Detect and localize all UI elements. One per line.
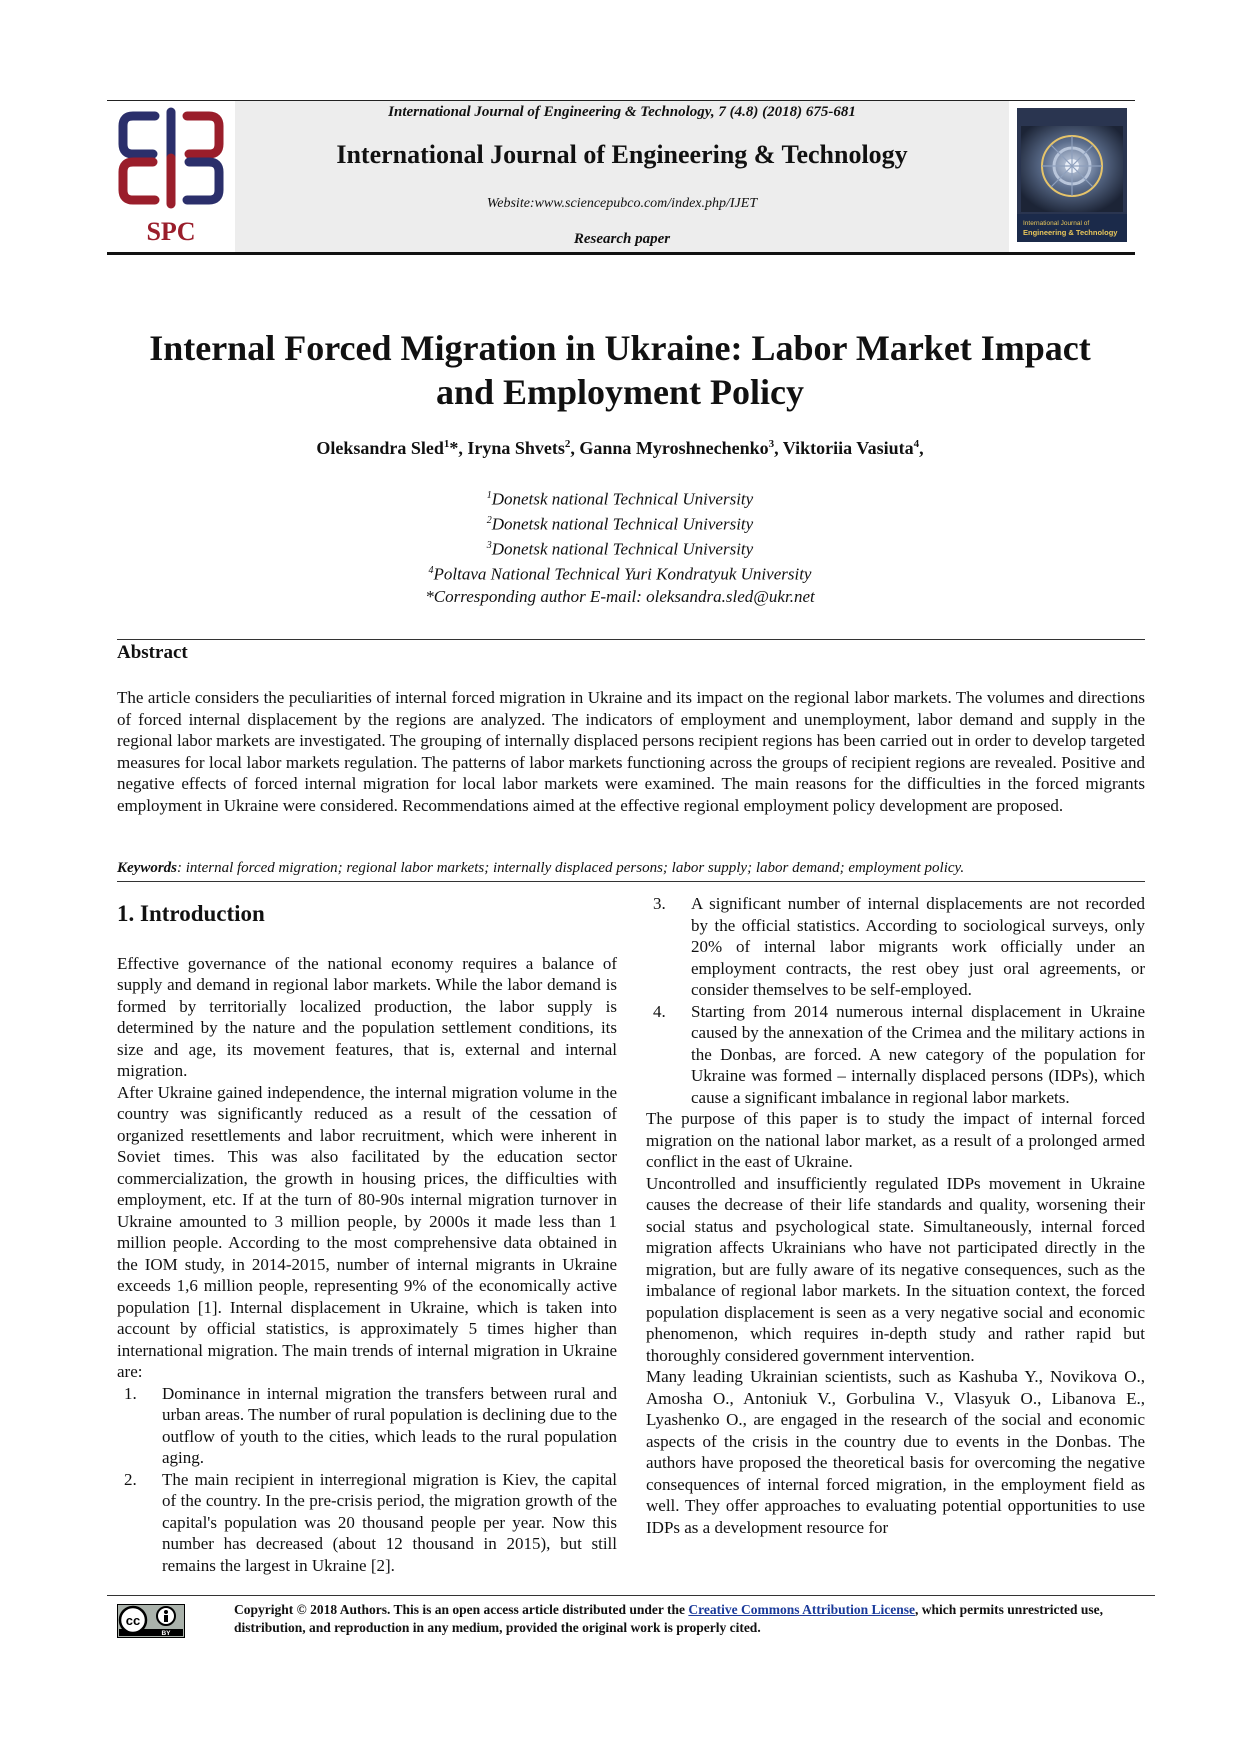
paragraph: The purpose of this paper is to study the impact of internal forced migration on the national labor market, as a result of a prolonged armed conflict in the east of Ukraine. [646, 1109, 1145, 1171]
affiliation-line: $^4$Poltava National Technical Yuri Kondratyuk University [428, 565, 812, 585]
journal-title: International Journal of Engineering & Technology [336, 140, 908, 169]
author-separator: *, [449, 438, 468, 458]
paragraph: After Ukraine gained independence, the internal migration volume in the country was significantly reduced as a result of the cessation of organized resettlements and labor recruitment, which were inherent in Soviet times. This was also facilitated by the education sector commercialization, the growth in housing prices, the difficulties with employment, etc. If at the turn of 80-90s internal migration turnover in Ukraine amounted to 3 million people, by 2000s it made less than 1 million people. According to the most comprehensive data obtained in the IOM study, in 2014-2015, number of internal migrants in Ukraine exceeds 1,6 million people, representing 9% of the economically active population [1]. Internal displacement in Ukraine, which is taken into account by official statistics, is approximately 5 times higher than international migration. The main trends of internal migration in Ukraine are: [117, 1082, 617, 1381]
journal-cover-image [1017, 108, 1127, 242]
keywords [117, 858, 1145, 882]
list-number: 2. [124, 1469, 137, 1489]
list-text: Dominance in internal migration the transfers between rural and urban areas. The number of rural population is declining due to the outflow of youth to the cities, which leads to the rural population aging. [162, 1383, 617, 1467]
paragraph: Many leading Ukrainian scientists, such as Kashuba Y., Novikova O., Amosha O., Antoniuk V., Gorbulina V., Vlasyuk O., Libanova E., Lyashenko O., are engaged in the research of the social and economic aspects of the crisis in the country due to events in the Donbas. The authors have proposed the theoretical basis for overcoming the negative consequences of internal forced migration, in the employment field as well. They offer approaches to evaluating potential opportunities to use IDPs as a development resource for [646, 1367, 1145, 1537]
trend-list-part-2 [646, 893, 1145, 1108]
left-column [117, 900, 617, 1576]
affiliation-line: $^3$Donetsk national Technical University [486, 539, 754, 559]
spc-logo [115, 106, 227, 249]
svg-text:BY: BY [161, 1630, 171, 1637]
paper-title: Internal Forced Migration in Ukraine: Labor Market Impact and Employment Policy [149, 328, 1091, 412]
list-text: Starting from 2014 numerous internal displacement in Ukraine caused by the annexation of the Crimea and the military actions in the Donbas, are forced. A new category of the population for Ukraine was formed – internally displaced persons (IDPs), which cause a significant imbalance in regional labor markets. [691, 1001, 1145, 1107]
header-band [235, 101, 1009, 252]
author-separator: , [919, 438, 924, 458]
list-item [117, 1469, 617, 1577]
svg-text:cc: cc [125, 1613, 141, 1628]
affiliation-line: $^1$Donetsk national Technical University [486, 489, 754, 509]
author-separator: , [774, 438, 783, 458]
paragraph: Effective governance of the national economy requires a balance of supply and demand in regional labor markets. While the labor demand is formed by territorially localized production, the labor supply is determined by the nature and the population settlement conditions, its size and age, its movement features, that is, external and internal migration. [117, 953, 617, 1080]
author-affiliation-mark: 2 [564, 438, 571, 450]
header-bottom-rule [107, 252, 1135, 255]
list-number: 4. [653, 1001, 666, 1021]
author-list [120, 438, 1120, 459]
paragraph: Uncontrolled and insufficiently regulated IDPs movement in Ukraine causes the decrease of their life standards and quality, worsening their social status and psychological state. Simultaneously, internal forced migration affects Ukrainians who have not participated directly in the migration, but are fully aware of its negative consequences, such as the imbalance of regional labor markets. In the situation context, the forced population displacement is seen as a very negative social and economic phenomenon, which requires in-depth study and rather rapid but thoroughly considered government intervention. [646, 1173, 1145, 1365]
list-item [117, 1383, 617, 1469]
affiliation-line: $^2$Donetsk national Technical University [486, 514, 754, 534]
cover-text-2: Engineering & Technology [1023, 228, 1118, 237]
author-name: Viktoriia Vasiuta [782, 438, 914, 458]
list-number: 1. [124, 1383, 137, 1403]
copyright-notice: Copyright © 2018 Authors. This is an open access article distributed under the Creative Commons Attribution License, which permits unrestricted use, distribution, and reproduction in any medium, provided the original work is properly cited. [234, 1602, 1103, 1635]
list-item [646, 1001, 1145, 1109]
abstract-text: The article considers the peculiarities of internal forced migration in Ukraine and its impact on the regional labor markets. The volumes and directions of forced internal displacement by the regions are analyzed. The indicators of employment and unemployment, labor demand and supply in the regional labor markets are investigated. The grouping of internally displaced persons recipient regions has been carried out in order to develop targeted measures for local labor markets regulation. The patterns of labor markets functioning across the groups of recipient regions are revealed. Positive and negative effects of forced internal migration for local labor markets were examined. The main reasons for the difficulties in the forced migrants employment in Ukraine were considered. Recommendations aimed at the effective regional employment policy development are proposed. [117, 688, 1145, 815]
paper-type: Research paper [573, 231, 671, 247]
journal-website[interactable]: Website:www.sciencepubco.com/index.php/IJET [486, 196, 758, 211]
author-affiliation-mark: 1 [443, 438, 450, 450]
author-name: Iryna Shvets [467, 438, 565, 458]
keywords-label: Keywords [117, 860, 177, 876]
cover-text: International Journal of [1023, 220, 1090, 227]
logo-text: SPC [146, 217, 196, 246]
list-item [646, 893, 1145, 1001]
list-number: 3. [653, 894, 666, 913]
section-title: 1. Introduction [117, 901, 265, 926]
right-column [646, 893, 1145, 1538]
author-affiliation-mark: 4 [913, 438, 920, 450]
list-text: A significant number of internal displacements are not recorded by the official statistics. According to sociological surveys, only 20% of internal labor migrants work officially under an employment contracts, the rest obey just oral agreements, or consider themselves to be self-employed. [691, 894, 1145, 999]
abstract-heading: Abstract [117, 642, 188, 663]
list-text: The main recipient in interregional migration is Kiev, the capital of the country. In the pre-crisis period, the migration growth of the capital's population was 20 thousand people per year. Now this number has decreased (about 12 thousand in 2015), but still remains the largest in Ukraine [2]. [162, 1469, 617, 1575]
license-link[interactable]: Creative Commons Attribution License [688, 1602, 915, 1617]
affiliations [120, 485, 1120, 586]
journal-citation: International Journal of Engineering & Technology, 7 (4.8) (2018) 675-681 [388, 104, 856, 120]
footer-rule [107, 1595, 1155, 1596]
affiliation-list [120, 485, 1120, 607]
trend-list-part-1 [117, 1383, 617, 1577]
corresponding-author: *Corresponding author E-mail: oleksandra.sled@ukr.net [425, 586, 815, 606]
author-affiliation-mark: 3 [768, 438, 775, 450]
author-name: Oleksandra Sled [316, 438, 444, 458]
journal-header [107, 100, 1135, 255]
author-separator: , [570, 438, 580, 458]
keywords-text: : internal forced migration; regional labor markets; internally displaced persons; labor supply; labor demand; employment policy. [177, 860, 965, 876]
cc-by-badge[interactable] [117, 1604, 185, 1638]
author-name: Ganna Myroshnechenko [579, 438, 769, 458]
abstract-rule [117, 639, 1145, 640]
